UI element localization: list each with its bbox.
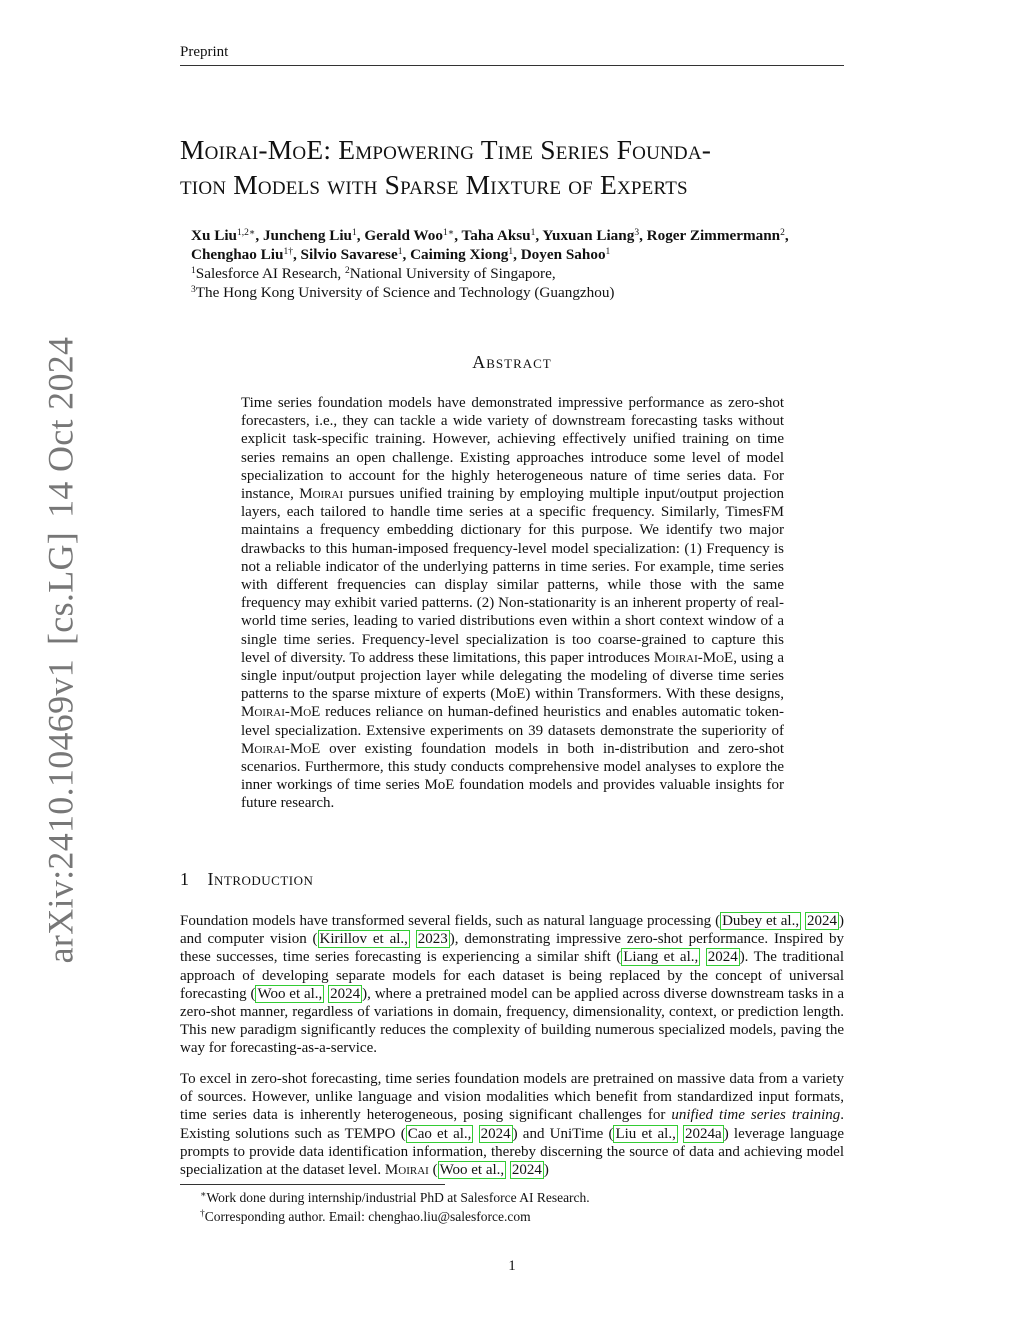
citation-link[interactable]	[416, 930, 450, 948]
abstract-text: pursues unified training by employing multiple input/output projection layers, each tailored to handle time series at a specific frequency. Similarly, TimesFM maintains a frequency embedding dictionary for this purpose. We identify two major drawbacks to this human-imposed frequency-level model specialization: (1) Frequency is not a reliable indicator of the underlying patterns in time series. For example, time series with different frequencies can display similar patterns, while those with the same frequency may exhibit varied patterns. (2) Non-stationarity is an inherent property of real-world time series, leading to varied distributions even within a short context window of a single time series. Frequency-level specialization is too coarse-grained to capture this level of diversity. To address these limitations, this paper introduces	[241, 486, 785, 666]
citation-link[interactable]	[255, 985, 324, 1003]
author-affil-sup: 1	[352, 228, 357, 238]
footnote-text: Corresponding author. Email: chenghao.liu@salesforce.com	[204, 1209, 531, 1224]
author-name: Gerald Woo	[364, 227, 443, 244]
body-text: )	[543, 1162, 549, 1179]
section-heading	[180, 869, 313, 890]
citation-link[interactable]	[328, 985, 362, 1003]
citation-link[interactable]	[720, 912, 801, 930]
author-affil-sup: 1	[508, 247, 514, 257]
affiliation: The Hong Kong University of Science and Technology (Guangzhou)	[195, 284, 615, 301]
footnote-2	[200, 1208, 531, 1225]
page-number: 1	[508, 1258, 516, 1274]
emphasis-text: unified time series training	[671, 1107, 841, 1124]
affiliation-line-1	[191, 264, 871, 283]
section-title: Introduction	[207, 869, 314, 889]
body-text: (	[428, 1162, 438, 1179]
citation-year: 2024	[511, 1162, 542, 1179]
abstract-text: over existing foundation models in both in-distribution and zero-shot scenarios. Furthermore, this study conducts comprehensive model analyses to explore the inner workings of time series MoE foundation models and provides valuable insights for future research.	[241, 740, 784, 812]
model-name: Moirai-MoE	[241, 704, 321, 721]
body-text: ). The traditional approach of developing separate models for each dataset is being replaced by the concept of universal forecasting (	[180, 949, 844, 1002]
author-affil-sup: 2	[780, 228, 785, 238]
author-affil-sup: 1	[283, 247, 289, 257]
arxiv-id: arXiv:2410.10469v1	[40, 658, 81, 964]
citation-year: 2024a	[685, 1125, 722, 1142]
author-block	[191, 226, 871, 302]
body-text: ) and UniTime (	[512, 1125, 614, 1142]
citation-author: Dubey et al.,	[722, 913, 800, 929]
arxiv-date: 14 Oct 2024	[40, 336, 81, 518]
running-header: Preprint	[180, 44, 229, 60]
abstract-text: reduces reliance on human-defined heuristics and enables automatic token-level specialization. Extensive experiments on 39 datasets demonstrate the superiority of	[241, 704, 784, 739]
body-text: ) and computer vision (	[180, 913, 845, 948]
abstract-text: , using a single input/output projection layer while delegating the modeling of diverse time series patterns to the sparse mixture of experts (MoE) within Transformers. With these designs,	[241, 649, 784, 703]
author-line-2: Chenghao Liu$^{1\dagger}$, Silvio Savarese$^1$, Caiming Xiong$^1$, Doyen Sahoo$^1$	[191, 246, 611, 263]
citation-year: 2023	[417, 931, 448, 948]
paper-title	[180, 132, 860, 202]
footnote-mark: ∗	[200, 1190, 207, 1200]
citation-link[interactable]	[510, 1161, 544, 1179]
footnote-1	[200, 1189, 590, 1206]
author-mark: ∗	[248, 228, 256, 238]
author-affil-sup: 1,2	[237, 228, 249, 238]
author-affil-sup: 1	[397, 247, 403, 257]
affiliation-line-2	[191, 283, 871, 302]
citation-link[interactable]	[613, 1125, 677, 1143]
citation-year: 2024	[807, 913, 838, 929]
author-name: Taha Aksu	[461, 227, 531, 244]
body-text: Foundation models have transformed several fields, such as natural language processing (	[180, 913, 721, 929]
body-text: To excel in zero-shot forecasting, time series foundation models are pretrained on massive data from a variety of sources. However, unlike language and vision modalities which benefit from standardized input formats, time series data is inherently heterogeneous, posing significant challenges for	[180, 1071, 844, 1124]
citation-author: Cao et al.,	[407, 1125, 472, 1142]
model-name: Moirai	[384, 1162, 429, 1179]
author-name: Xu Liu	[191, 227, 238, 244]
footnote-mark: †	[200, 1209, 205, 1219]
author-affil-sup: 1∗	[442, 228, 455, 238]
section-number: 1	[180, 869, 190, 889]
footnote-text: Work done during internship/industrial PhD at Salesforce AI Research.	[206, 1190, 590, 1205]
author-affil-sup: 1	[605, 247, 611, 257]
citation-link[interactable]	[318, 930, 410, 948]
author-name: Roger Zimmermann	[646, 227, 781, 244]
author-name: Silvio Savarese	[300, 246, 398, 263]
citation-link[interactable]	[706, 948, 740, 966]
abstract-heading: Abstract	[472, 352, 552, 372]
author-name: Yuxuan Liang	[542, 227, 635, 244]
intro-paragraph-1	[180, 912, 844, 1058]
body-text: . Existing solutions such as TEMPO (	[180, 1107, 844, 1142]
citation-link[interactable]	[805, 912, 839, 930]
abstract-text: Time series foundation models have demonstrated impressive performance as zero-shot forecasters, i.e., they can tackle a wide variety of downstream forecasting tasks without explicit task-specific training. However, achieving effectively unified training on time series remains an open challenge. Existing approaches introduce some level of model specialization to account for the highly heterogeneous nature of time series data. For instance,	[241, 395, 784, 503]
citation-year: 2024	[707, 949, 738, 966]
citation-year: 2024	[480, 1125, 511, 1142]
citation-author: Woo et al.,	[257, 985, 323, 1002]
author-name: Chenghao Liu	[191, 246, 284, 263]
affiliation: Salesforce AI Research,	[195, 265, 342, 282]
citation-link[interactable]	[683, 1125, 724, 1143]
citation-link[interactable]	[438, 1161, 507, 1179]
author-mark: †	[288, 247, 293, 257]
author-name: Doyen Sahoo	[520, 246, 606, 263]
citation-author: Liu et al.,	[615, 1125, 676, 1142]
citation-link[interactable]	[479, 1125, 513, 1143]
body-text: ), where a pretrained model can be applied across diverse downstream tasks in a zero-shot manner, regardless of variations in domain, frequency, dimensionality, context, or prediction length. This new paradigm significantly reduces the complexity of building numerous specialized models, paving the way for forecasting-as-a-service.	[180, 985, 844, 1057]
citation-link[interactable]	[621, 948, 700, 966]
author-name: Juncheng Liu	[262, 227, 353, 244]
title-line-2: tion Models with Sparse Mixture of Experts	[180, 169, 688, 200]
model-name: Moirai	[299, 486, 344, 503]
author-affil-sup: 3	[634, 228, 640, 238]
author-line-1: Xu Liu$^{1,2∗}$, Juncheng Liu$^1$, Gerald Woo$^{1∗}$, Taha Aksu$^1$, Yuxuan Liang$^3$, Roger Zimmermann$^2$,	[191, 227, 789, 244]
affil-sup: 2	[345, 266, 350, 276]
author-name: Caiming Xiong	[410, 246, 509, 263]
citation-year: 2024	[330, 985, 361, 1002]
footnote-rule	[180, 1184, 445, 1185]
arxiv-category: [cs.LG]	[40, 531, 81, 645]
citation-author: Woo et al.,	[439, 1162, 505, 1179]
citation-author: Liang et al.,	[623, 949, 699, 966]
author-affil-sup: 1	[530, 228, 536, 238]
citation-link[interactable]	[406, 1125, 474, 1143]
affil-sup: 3	[191, 285, 196, 295]
body-text: ) leverage language prompts to provide data identification information, thereby discerning the source of data and achieving model specialization at the dataset level.	[180, 1125, 845, 1179]
title-line-1: Moirai-MoE: Empowering Time Series Founda-	[180, 134, 712, 165]
affiliation: National University of Singapore,	[349, 265, 556, 282]
intro-paragraph-2	[180, 1070, 844, 1179]
header-rule	[180, 65, 844, 66]
abstract-body	[241, 394, 784, 813]
model-name: Moirai-MoE	[653, 649, 734, 666]
body-text: ), demonstrating impressive zero-shot performance. Inspired by these successes, time series forecasting is experiencing a similar shift (	[180, 931, 844, 966]
affil-sup: 1	[191, 266, 196, 276]
model-name: Moirai-MoE	[241, 740, 321, 757]
citation-author: Kirillov et al.,	[319, 931, 408, 948]
